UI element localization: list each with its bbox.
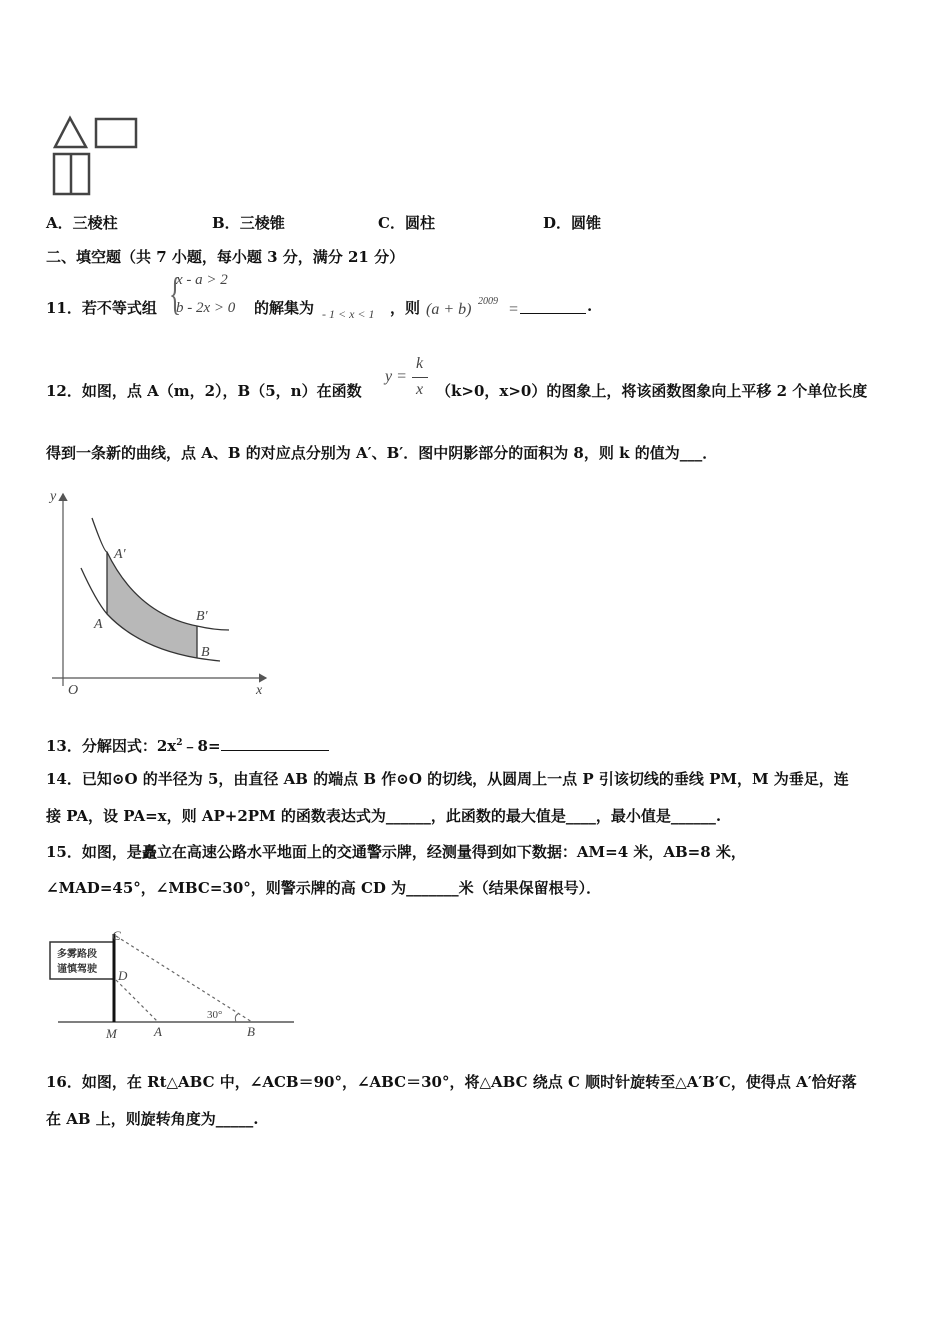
label-b: B (201, 645, 210, 660)
front-view-triangle (55, 118, 86, 147)
q16-line2: 在 AB 上，则旋转角度为_____. (46, 1110, 259, 1128)
q10-option-c: C．圆柱 (378, 214, 435, 232)
label-b: B (247, 1024, 255, 1039)
label-a: A (154, 1024, 162, 1039)
label-x: x (256, 683, 263, 698)
line-cb (116, 936, 252, 1022)
side-view-rectangle (96, 119, 136, 147)
label-m: M (106, 1026, 117, 1041)
label-a-prime: A′ (114, 547, 126, 562)
q10-option-a: A．三棱柱 (46, 214, 118, 232)
q14-line2: 接 PA，设 PA=x，则 AP+2PM 的函数表达式为______，此函数的最大值是____，最小值是______. (46, 807, 722, 825)
q11-exponent: 2009 (478, 296, 498, 307)
q12-fraction-bar (412, 377, 428, 378)
label-angle: 30° (207, 1009, 223, 1021)
section-title: 二、填空题（共 7 小题，每小题 3 分，满分 21 分） (46, 248, 405, 266)
q11-inequality-1: x - a > 2 (176, 272, 228, 288)
q11-answer-blank (520, 313, 586, 314)
q11-end: . (587, 297, 593, 315)
angle-arc (235, 1014, 238, 1022)
label-c: C (112, 928, 121, 943)
three-views-figure (46, 112, 146, 202)
q12-func-denominator: x (416, 381, 424, 398)
sign-text-2: 谨慎驾驶 (57, 964, 97, 975)
label-d: D (118, 968, 128, 983)
q11-equals: = (508, 301, 519, 318)
q10-option-b: B．三棱锥 (212, 214, 285, 232)
q12-graph (44, 486, 274, 706)
q15-figure (44, 926, 304, 1046)
q15-line1: 15．如图，是矗立在高速公路水平地面上的交通警示牌，经测量得到如下数据：AM=4 米，AB=8 米， (46, 843, 746, 861)
q15-line2: ∠MAD=45°，∠MBC=30°，则警示牌的高 CD 为_______米（结果保留根号）． (46, 879, 602, 897)
q12-line2: 得到一条新的曲线，点 A、B 的对应点分别为 A′、B′．图中阴影部分的面积为 8，则 k 的值为___． (46, 444, 718, 462)
shaded-region (107, 552, 197, 658)
q10-option-d: D．圆锥 (543, 214, 602, 232)
q11-then: ，则 (390, 299, 421, 317)
q11-mid: 的解集为 (254, 299, 315, 317)
label-a: A (94, 617, 103, 632)
q14-line1: 14．已知⊙O 的半径为 5，由直径 AB 的端点 B 作⊙O 的切线，从圆周上一点 P 引该切线的垂线 PM，M 为垂足，连 (46, 770, 849, 788)
label-b-prime: B′ (196, 609, 208, 624)
q11-expression: (a + b) (426, 301, 472, 318)
q13: 13．分解因式：$2x^2﹣8=$ (46, 735, 329, 756)
line-da (116, 980, 158, 1022)
q12-prefix: 12．如图，点 A（m，2），B（5，n）在函数 (46, 382, 362, 400)
label-origin: O (68, 683, 79, 698)
q11-prefix: 11．若不等式组 (46, 299, 157, 317)
q11-solution: - 1 < x < 1 (322, 307, 375, 321)
q12-func-y: y = (385, 368, 407, 385)
q12-func-numerator: k (416, 355, 424, 372)
label-y: y (50, 489, 57, 504)
sign-text-1: 多雾路段 (57, 949, 97, 960)
q11-brace: { (168, 268, 182, 319)
q16-line1: 16．如图，在 Rt△ABC 中，∠ACB＝90°，∠ABC＝30°，将△ABC 绕点 C 顺时针旋转至△A′B′C，使得点 A′恰好落 (46, 1073, 857, 1091)
q11-inequality-2: b - 2x > 0 (176, 300, 236, 316)
q12-rest: （k>0，x>0）的图象上，将该函数图象向上平移 2 个单位长度 (436, 382, 868, 400)
